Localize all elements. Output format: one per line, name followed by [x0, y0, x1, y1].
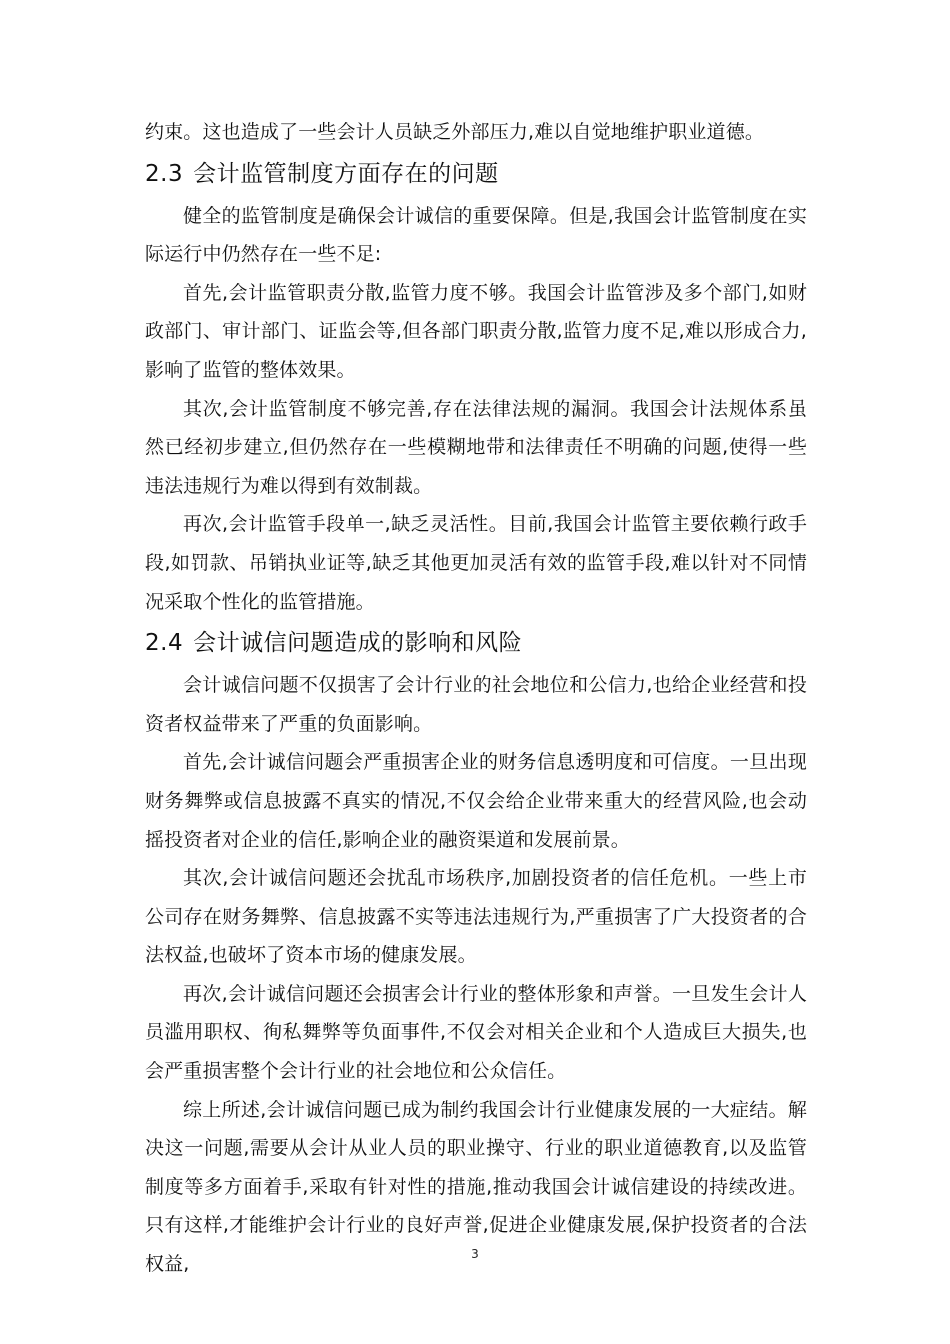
paragraph: 健全的监管制度是确保会计诚信的重要保障。但是,我国会计监管制度在实际运行中仍然存在一些不足: — [145, 204, 807, 266]
paragraph: 再次,会计监管手段单一,缺乏灵活性。目前,我国会计监管主要依赖行政手段,如罚款、吊销执业证等,缺乏其他更加灵活有效的监管手段,难以针对不同情况采取个性化的监管措施。 — [145, 513, 807, 613]
paragraph: 其次,会计诚信问题还会扰乱市场秩序,加剧投资者的信任危机。一些上市公司存在财务舞弊、信息披露不实等违法违规行为,严重损害了广大投资者的合法权益,也破坏了资本市场的健康发展。 — [145, 867, 807, 967]
page-body — [145, 113, 807, 1284]
paragraph: 首先,会计监管职责分散,监管力度不够。我国会计监管涉及多个部门,如财政部门、审计部门、证监会等,但各部门职责分散,监管力度不足,难以形成合力,影响了监管的整体效果。 — [145, 281, 807, 381]
paragraph: 会计诚信问题不仅损害了会计行业的社会地位和公信力,也给企业经营和投资者权益带来了严重的负面影响。 — [145, 674, 807, 735]
paragraph: 综上所述,会计诚信问题已成为制约我国会计行业健康发展的一大症结。解决这一问题,需要从会计从业人员的职业操守、行业的职业道德教育,以及监管制度等多方面着手,采取有针对性的措施,推动我国会计诚信建设的持续改进。只有这样,才能维护会计行业的良好声誉,促进企业健康发展,保护投资者的合法权益, — [145, 1098, 807, 1276]
section-heading-2-4 — [145, 624, 807, 662]
section-heading-2-3 — [145, 155, 807, 193]
section-title: 会计诚信问题造成的影响和风险 — [193, 630, 523, 657]
paragraph-continuation: 约束。这也造成了一些会计人员缺乏外部压力,难以自觉地维护职业道德。 — [145, 121, 764, 143]
page-number: 3 — [471, 1247, 479, 1261]
paragraph: 首先,会计诚信问题会严重损害企业的财务信息透明度和可信度。一旦出现财务舞弊或信息披露不真实的情况,不仅会给企业带来重大的经营风险,也会动摇投资者对企业的信任,影响企业的融资渠道和发展前景。 — [145, 751, 807, 851]
section-number: 2.3 — [145, 160, 184, 187]
section-title: 会计监管制度方面存在的问题 — [193, 160, 499, 187]
paragraph: 其次,会计监管制度不够完善,存在法律法规的漏洞。我国会计法规体系虽然已经初步建立,但仍然存在一些模糊地带和法律责任不明确的问题,使得一些违法违规行为难以得到有效制裁。 — [145, 397, 807, 497]
paragraph: 再次,会计诚信问题还会损害会计行业的整体形象和声誉。一旦发生会计人员滥用职权、徇私舞弊等负面事件,不仅会对相关企业和个人造成巨大损失,也会严重损害整个会计行业的社会地位和公众信任。 — [145, 982, 807, 1083]
section-number: 2.4 — [145, 630, 184, 657]
